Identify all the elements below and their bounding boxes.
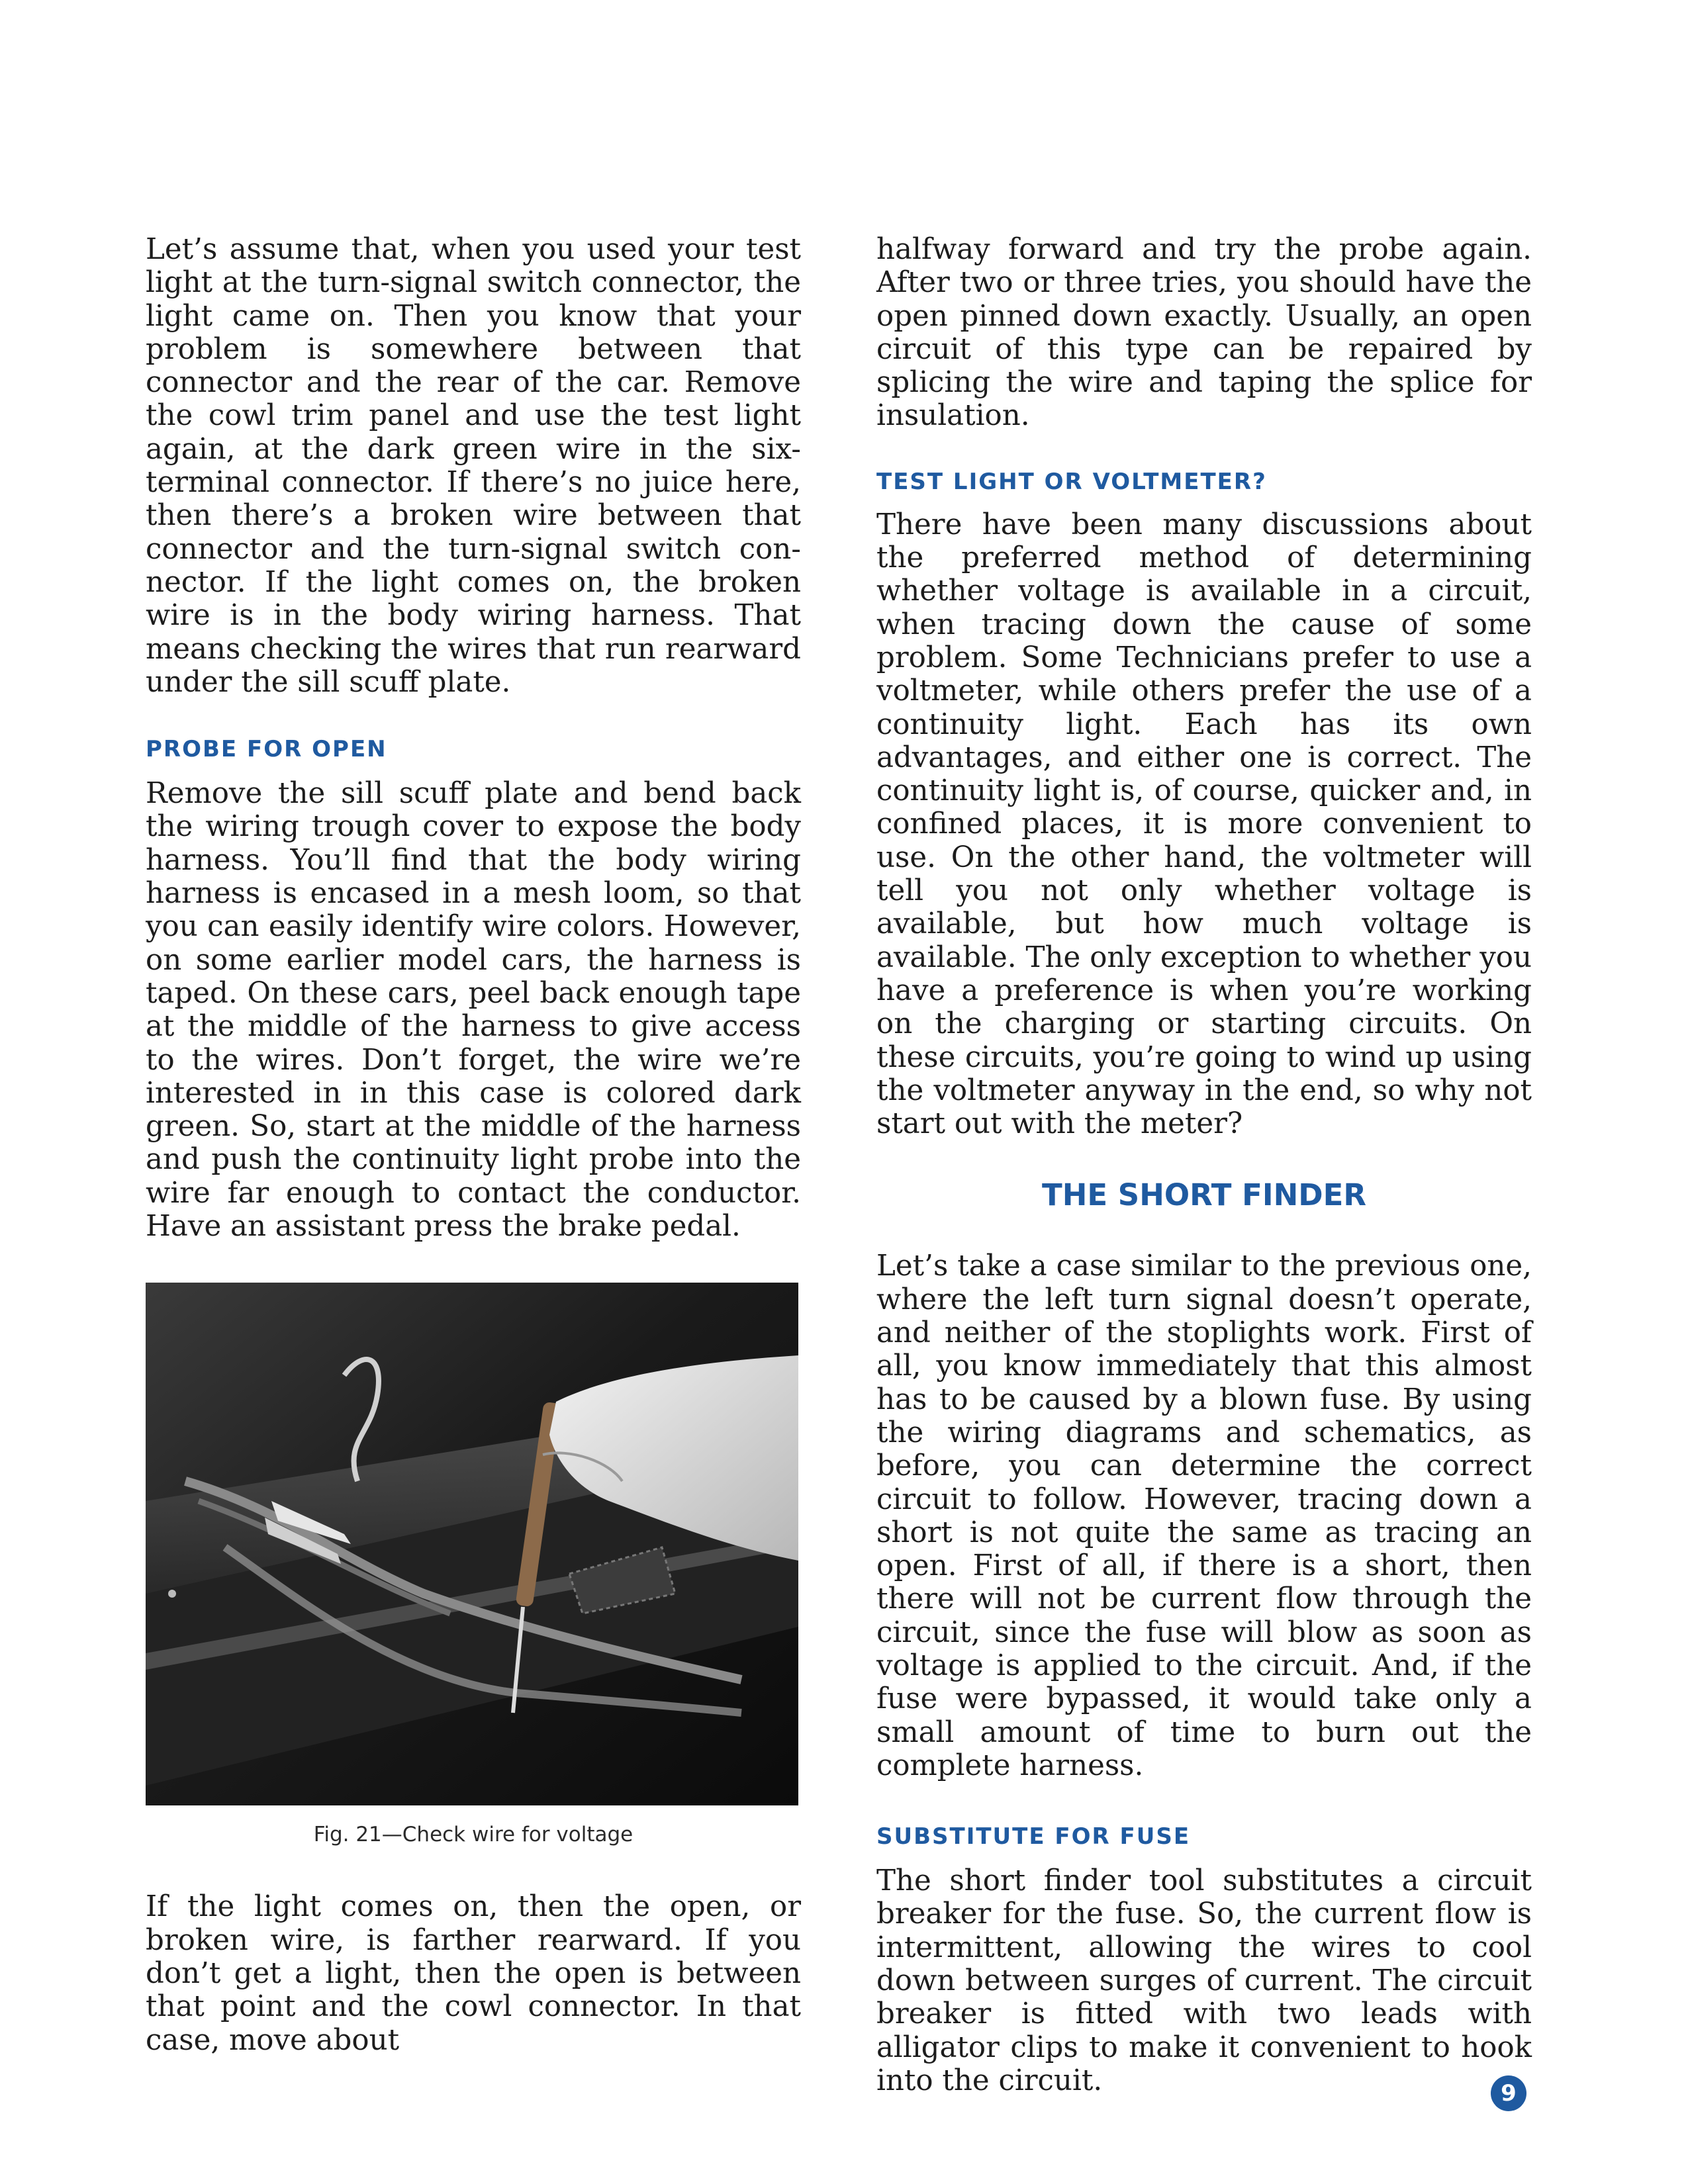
continued-paragraph: halfway forward and try the probe again. After two or three tries, you should have the open pinned down exactly. Usually, an open circuit of this type can be repaired by splicing the wire and taping the splice for insulation. <box>876 233 1532 433</box>
left-column <box>146 233 801 2057</box>
short-finder-paragraph: Let’s take a case similar to the previous one, where the left turn signal doesn’t operate, and neither of the stoplights work. First of all, you know immediately that this almost has to be caused by a blown fuse. By using the wiring diagrams and schematics, as before, you can determine the correct circuit to follow. However, tracing down a short is not quite the same as tracing an open. First of all, if there is a short, then there will not be current flow through the circuit, since the fuse will blow as soon as voltage is applied to the circuit. And, if the fuse were bypassed, it would take only a small amount of time to burn out the complete harness. <box>876 1250 1532 1782</box>
probe-paragraph: Remove the sill scuff plate and bend back the wiring trough cover to expose the body harness. You’ll find that the body wiring harness is encased in a mesh loom, so that you can easily identify wire colors. However, on some earlier model cars, the harness is taped. On these cars, peel back enough tape at the middle of the harness to give access to the wires. Don’t forget, the wire we’re interested in in this case is colored dark green. So, start at the middle of the harness and push the continuity light probe into the wire far enough to contact the conductor. Have an assistant press the brake pedal. <box>146 777 801 1244</box>
substitute-paragraph: The short finder tool substitutes a circuit breaker for the fuse. So, the current flow is intermittent, allowing the wires to cool down between surges of current. The circuit breaker is fitted with two leads with alligator clips to make it convenient to hook into the circuit. <box>876 1864 1532 2097</box>
figure-photo-continuity-probe <box>146 1283 798 1805</box>
main-heading-short-finder: THE SHORT FINDER <box>1042 1177 1366 1213</box>
after-figure-paragraph: If the light comes on, then the open, or broken wire, is farther rearward. If you don’t get a light, then the open is between that point and the cowl connector. In that case, move about <box>146 1890 801 2057</box>
figure-caption: Fig. 21—Check wire for voltage <box>313 1823 633 1847</box>
right-column <box>876 233 1532 2097</box>
page-number-badge: 9 <box>1491 2075 1526 2111</box>
photo-illustration <box>146 1283 798 1805</box>
section-heading-substitute-for-fuse: SUBSTITUTE FOR FUSE <box>876 1823 1191 1850</box>
section-heading-probe-for-open: PROBE FOR OPEN <box>146 736 387 763</box>
intro-paragraph: Let’s assume that, when you used your test light at the turn-signal switch connector, the light came on. Then you know that your problem is somewhere between that connector and the rear of the car. Remove the cowl trim panel and use the test light again, at the dark green wire in the six-terminal connector. If there’s no juice here, then there’s a broken wire between that connector and the turn-signal switch connector. If the light comes on, the broken wire is in the body wiring harness. That means checking the wires that run rearward under the sill scuff plate. <box>146 233 801 699</box>
test-light-paragraph: There have been many discussions about the preferred method of determining whether voltage is available in a circuit, when tracing down the cause of some problem. Some Technicians prefer to use a voltmeter, while others prefer the use of a continuity light. Each has its own advantages, and either one is correct. The continuity light is, of course, quicker and, in confined places, it is more convenient to use. On the other hand, the voltmeter will tell you not only whether voltage is available, but how much voltage is available. The only exception to whether you have a preference is when you’re working on the charging or starting circuits. On these circuits, you’re going to wind up using the voltmeter anyway in the end, so why not start out with the meter? <box>876 508 1532 1141</box>
section-heading-test-light-or-voltmeter: TEST LIGHT OR VOLTMETER? <box>876 468 1267 495</box>
